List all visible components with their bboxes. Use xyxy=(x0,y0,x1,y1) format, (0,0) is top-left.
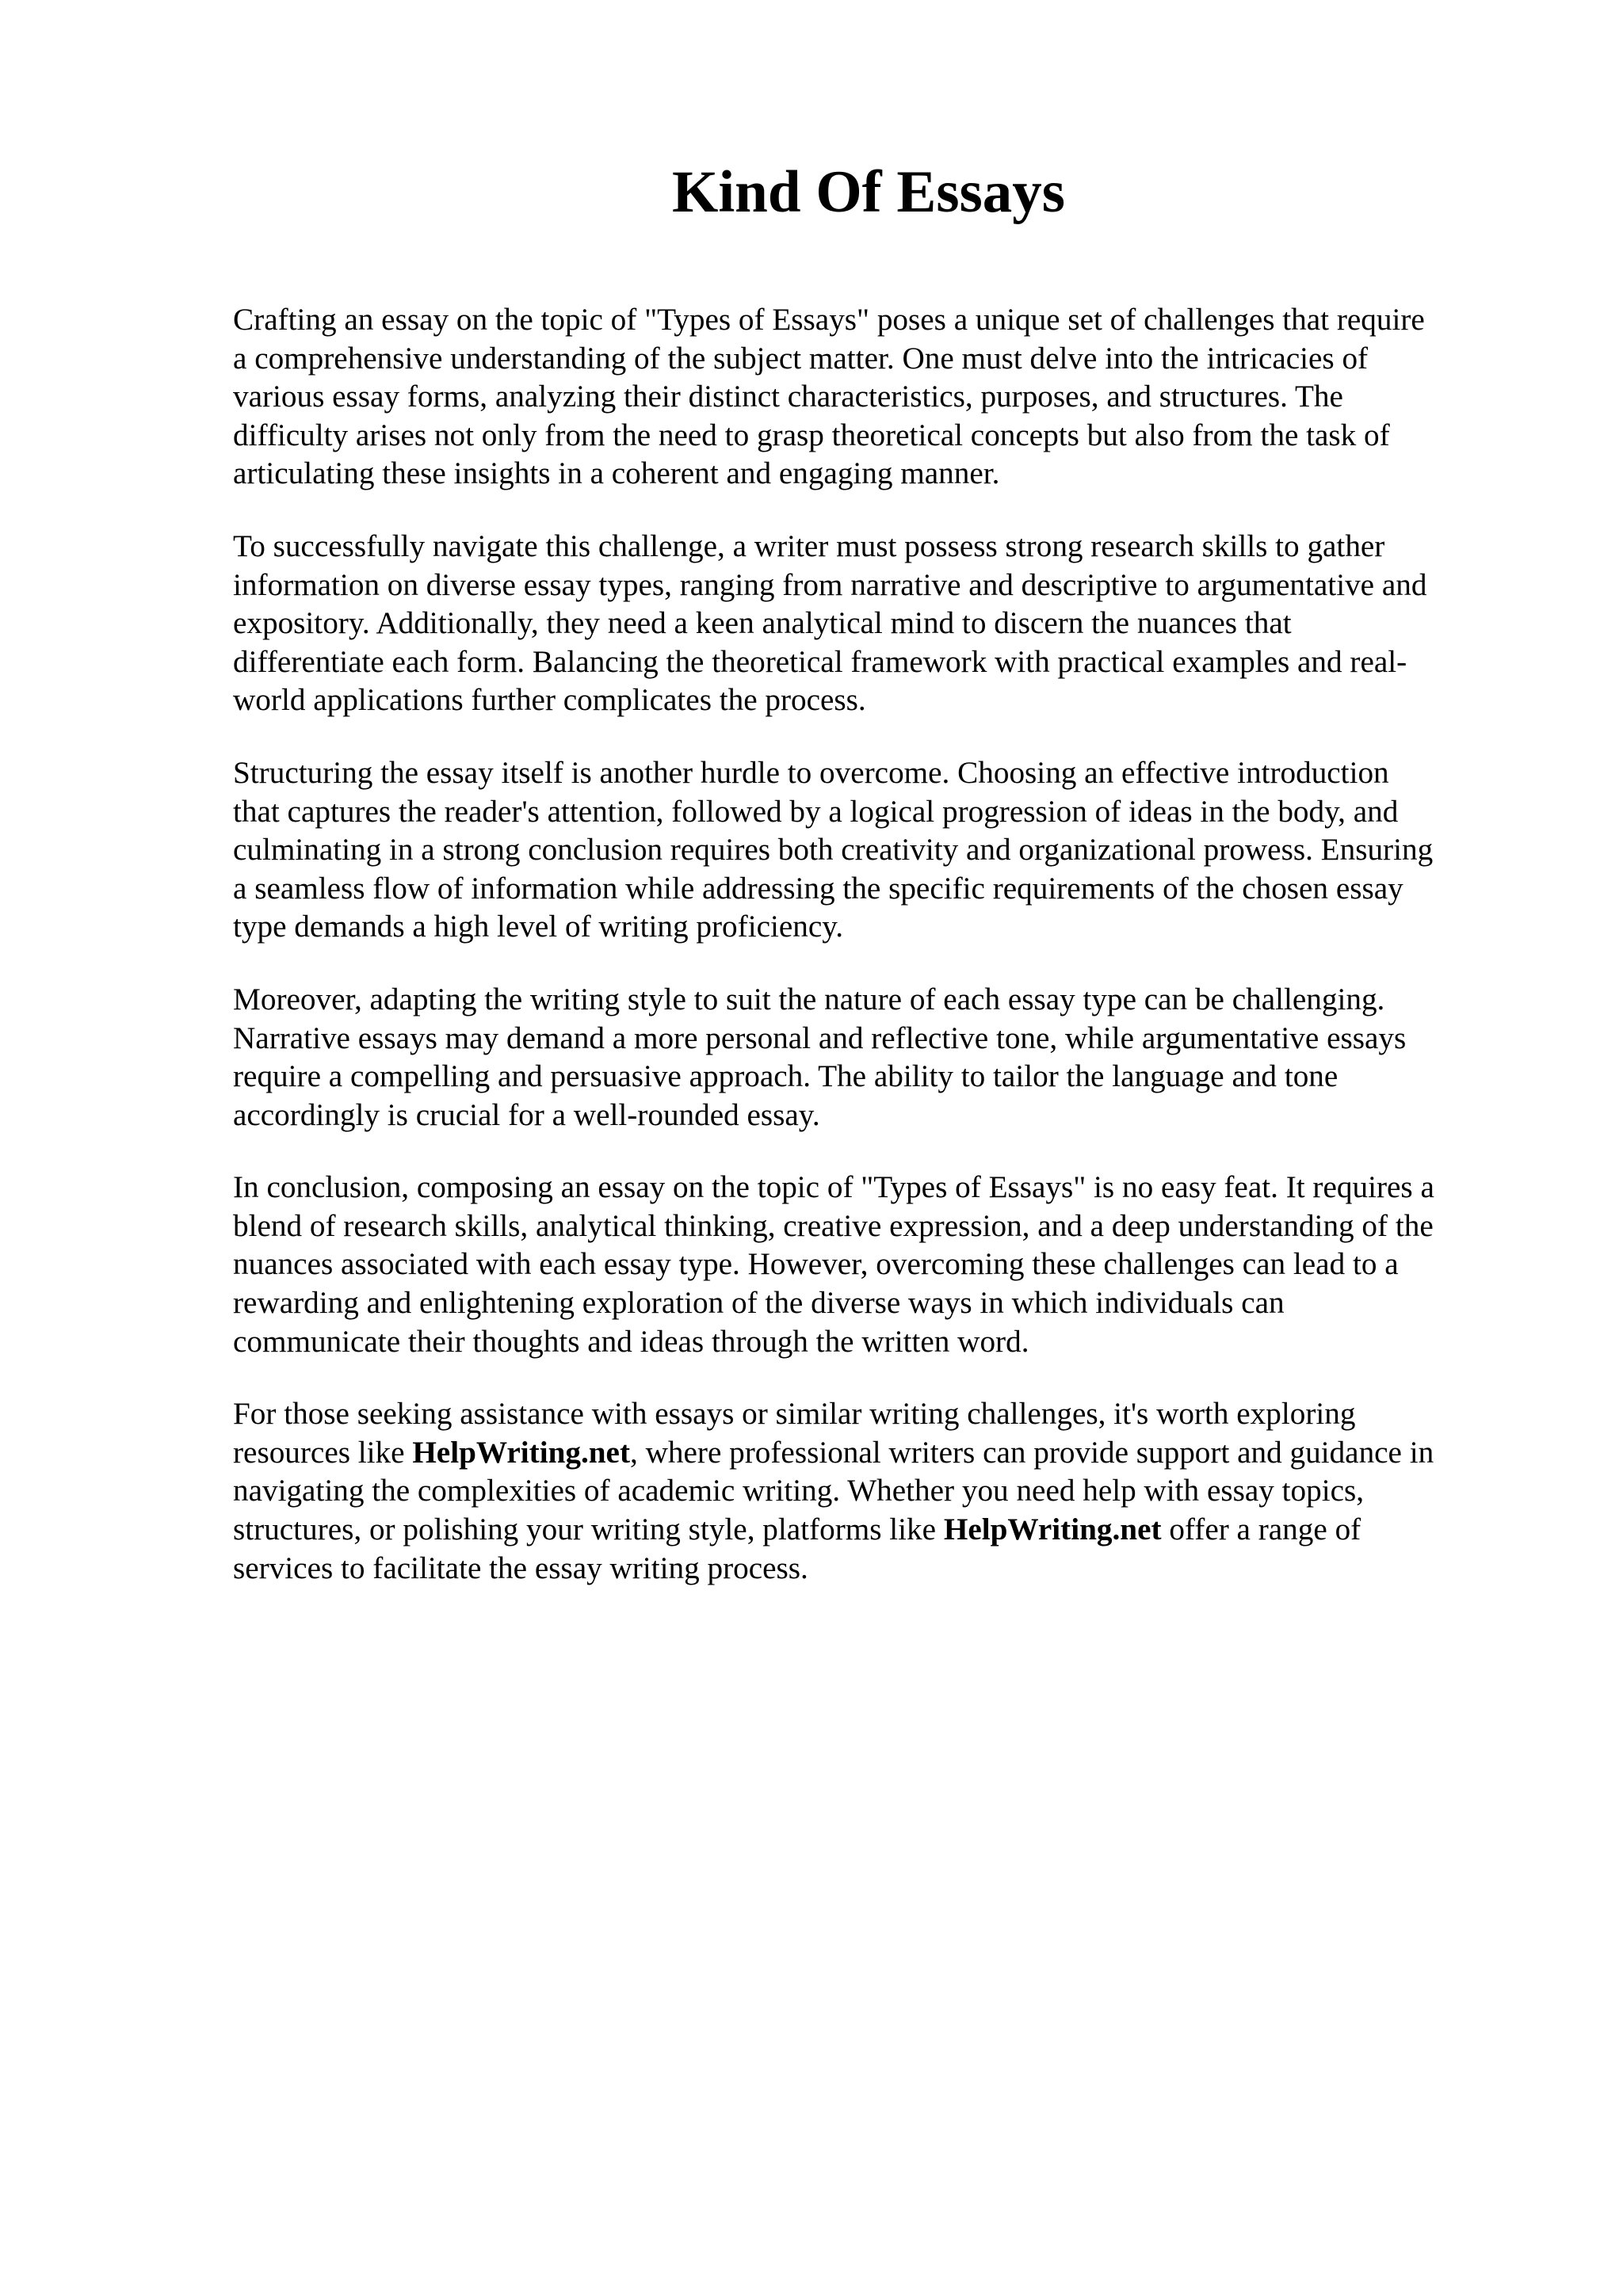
text-line: articulating these insights in a coherent and engaging manner. xyxy=(233,456,1000,491)
text-line: that captures the reader's attention, followed by a logical progression of ideas in the body, and xyxy=(233,794,1399,829)
text-segment: resources like xyxy=(233,1435,413,1470)
document-body xyxy=(233,301,1533,1622)
text-segment: offer a range of xyxy=(1161,1512,1361,1547)
text-line: Narrative essays may demand a more personal and reflective tone, while argumentative essays xyxy=(233,1020,1407,1055)
text-line xyxy=(233,1434,1533,1473)
paragraph-1 xyxy=(233,301,1533,494)
text-line: services to facilitate the essay writing process. xyxy=(233,1550,808,1585)
text-line: blend of research skills, analytical thinking, creative expression, and a deep understanding of the xyxy=(233,1208,1434,1243)
text-segment: , where professional writers can provide support and guidance in xyxy=(630,1435,1434,1470)
paragraph-2 xyxy=(233,528,1533,720)
text-line: difficulty arises not only from the need to grasp theoretical concepts but also from the task of xyxy=(233,418,1390,452)
text-segment: structures, or polishing your writing style, platforms like xyxy=(233,1512,944,1547)
text-line: To successfully navigate this challenge, a writer must possess strong research skills to gather xyxy=(233,528,1385,563)
text-line: rewarding and enlightening exploration of the diverse ways in which individuals can xyxy=(233,1286,1285,1321)
paragraph-3 xyxy=(233,754,1533,947)
text-line: nuances associated with each essay type. However, overcoming these challenges can lead to a xyxy=(233,1247,1399,1282)
text-line: a seamless flow of information while addressing the specific requirements of the chosen essay xyxy=(233,871,1403,906)
text-line: world applications further complicates the process. xyxy=(233,683,866,718)
paragraph-closing xyxy=(233,1395,1533,1588)
text-line: culminating in a strong conclusion requires both creativity and organizational prowess. Ensuring xyxy=(233,833,1434,868)
text-line: Structuring the essay itself is another hurdle to overcome. Choosing an effective introduction xyxy=(233,755,1389,790)
text-line: type demands a high level of writing proficiency. xyxy=(233,910,844,944)
brand-name-helpwriting: HelpWriting.net xyxy=(412,1435,631,1470)
paragraph-4 xyxy=(233,981,1533,1135)
text-line: a comprehensive understanding of the subject matter. One must delve into the intricacies of xyxy=(233,341,1369,376)
paragraph-5 xyxy=(233,1169,1533,1361)
brand-name-helpwriting: HelpWriting.net xyxy=(943,1512,1162,1547)
text-line: differentiate each form. Balancing the theoretical framework with practical examples and real- xyxy=(233,644,1407,679)
text-line: communicate their thoughts and ideas through the written word. xyxy=(233,1324,1029,1359)
text-line: navigating the complexities of academic writing. Whether you need help with essay topics, xyxy=(233,1474,1365,1508)
text-line: In conclusion, composing an essay on the topic of "Types of Essays" is no easy feat. It requires a xyxy=(233,1170,1434,1205)
text-line: Moreover, adapting the writing style to suit the nature of each essay type can be challenging. xyxy=(233,982,1385,1016)
text-line xyxy=(233,1511,1533,1550)
text-line: Crafting an essay on the topic of "Types of Essays" poses a unique set of challenges that require xyxy=(233,303,1425,337)
text-line: For those seeking assistance with essays or similar writing challenges, it's worth exploring xyxy=(233,1397,1356,1432)
text-line: require a compelling and persuasive approach. The ability to tailor the language and tone xyxy=(233,1059,1338,1094)
text-line: expository. Additionally, they need a keen analytical mind to discern the nuances that xyxy=(233,606,1292,641)
text-line: information on diverse essay types, ranging from narrative and descriptive to argumentative and xyxy=(233,567,1427,602)
text-line: various essay forms, analyzing their distinct characteristics, purposes, and structures. The xyxy=(233,379,1343,414)
document-title: Kind Of Essays xyxy=(672,159,1065,225)
text-line: accordingly is crucial for a well-rounded essay. xyxy=(233,1097,820,1132)
